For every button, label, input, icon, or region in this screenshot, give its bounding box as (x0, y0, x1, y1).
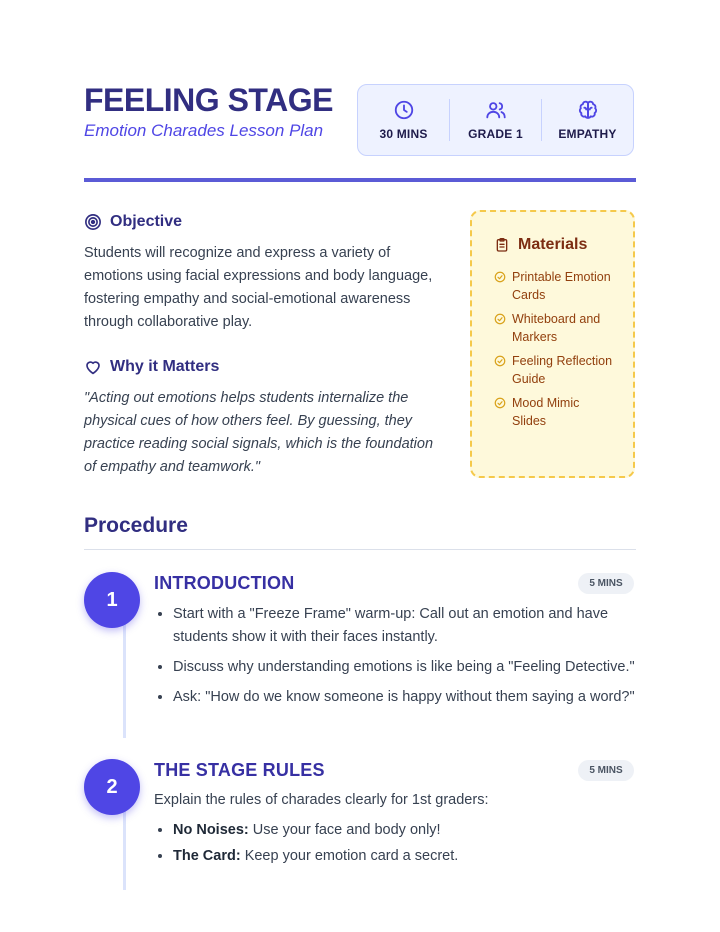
step-bullet-list (154, 603, 643, 716)
material-item-label: Printable Emotion Cards (512, 270, 611, 302)
materials-heading (494, 236, 615, 254)
page-subtitle: Emotion Charades Lesson Plan (84, 121, 324, 140)
material-item (494, 394, 615, 430)
meta-topic (541, 99, 633, 141)
users-icon (485, 99, 507, 121)
objective-text: Students will recognize and express a variety of emotions using facial expressions and body language, fostering empathy and social-emotional awareness through collaborative play. (84, 245, 433, 330)
brain-icon (577, 99, 599, 121)
check-circle-icon (494, 355, 506, 367)
why-quote: "Acting out emotions helps students internalize the physical cues of how others feel. By guessing, they practice reading social signals, which is the foundation of empathy and teamwork." (84, 390, 434, 475)
target-icon (84, 213, 102, 231)
rules-list (154, 819, 663, 871)
why-heading-label: Why it Matters (110, 358, 220, 375)
why-heading (84, 358, 219, 376)
check-circle-icon (494, 397, 506, 409)
materials-list (494, 268, 615, 430)
meta-grade-label: GRADE 1 (468, 127, 523, 141)
header-divider (84, 178, 636, 182)
materials-box (470, 210, 635, 478)
rule-text: Use your face and body only! (248, 822, 441, 838)
material-item-label: Feeling Reflection Guide (512, 354, 613, 386)
procedure-divider (84, 549, 636, 550)
step-duration-badge: 5 MINS (578, 760, 634, 781)
step-title: INTRODUCTION (154, 573, 295, 593)
clipboard-icon (494, 237, 510, 253)
procedure-heading: Procedure (84, 514, 188, 537)
materials-heading-label: Materials (518, 236, 588, 253)
rule-item (173, 819, 663, 842)
step-title: THE STAGE RULES (154, 760, 325, 780)
material-item (494, 310, 615, 346)
rule-term: The Card: (173, 848, 241, 864)
material-item (494, 268, 615, 304)
objective-heading (84, 213, 182, 231)
rule-text: Keep your emotion card a secret. (240, 848, 459, 864)
step-bullet: • Ask: "How do we know someone is happy without them saying a word?" (173, 686, 643, 709)
step-number-badge: 2 (84, 759, 140, 815)
step-intro-text: Explain the rules of charades clearly for 1st graders: (154, 792, 489, 808)
material-item-label: Whiteboard and Markers (512, 312, 601, 344)
rule-item (173, 845, 663, 868)
objective-heading-label: Objective (110, 213, 183, 230)
step-number-badge: 1 (84, 572, 140, 628)
clock-icon (393, 99, 415, 121)
lesson-meta-box (357, 84, 634, 156)
check-circle-icon (494, 271, 506, 283)
step-bullet: • Discuss why understanding emotions is like being a "Feeling Detective." (173, 656, 643, 679)
step-bullet: • Start with a "Freeze Frame" warm-up: Call out an emotion and have students show it with their faces instantly. (173, 603, 643, 649)
meta-grade (449, 99, 541, 141)
step-duration-badge: 5 MINS (578, 573, 634, 594)
meta-duration (358, 99, 449, 141)
meta-topic-label: EMPATHY (558, 127, 617, 141)
heart-icon (84, 358, 102, 376)
page-title: FEELING STAGE (84, 82, 333, 118)
check-circle-icon (494, 313, 506, 325)
meta-duration-label: 30 MINS (379, 127, 428, 141)
material-item (494, 352, 615, 388)
rule-term: No Noises: (173, 822, 249, 838)
material-item-label: Mood Mimic Slides (512, 396, 580, 428)
